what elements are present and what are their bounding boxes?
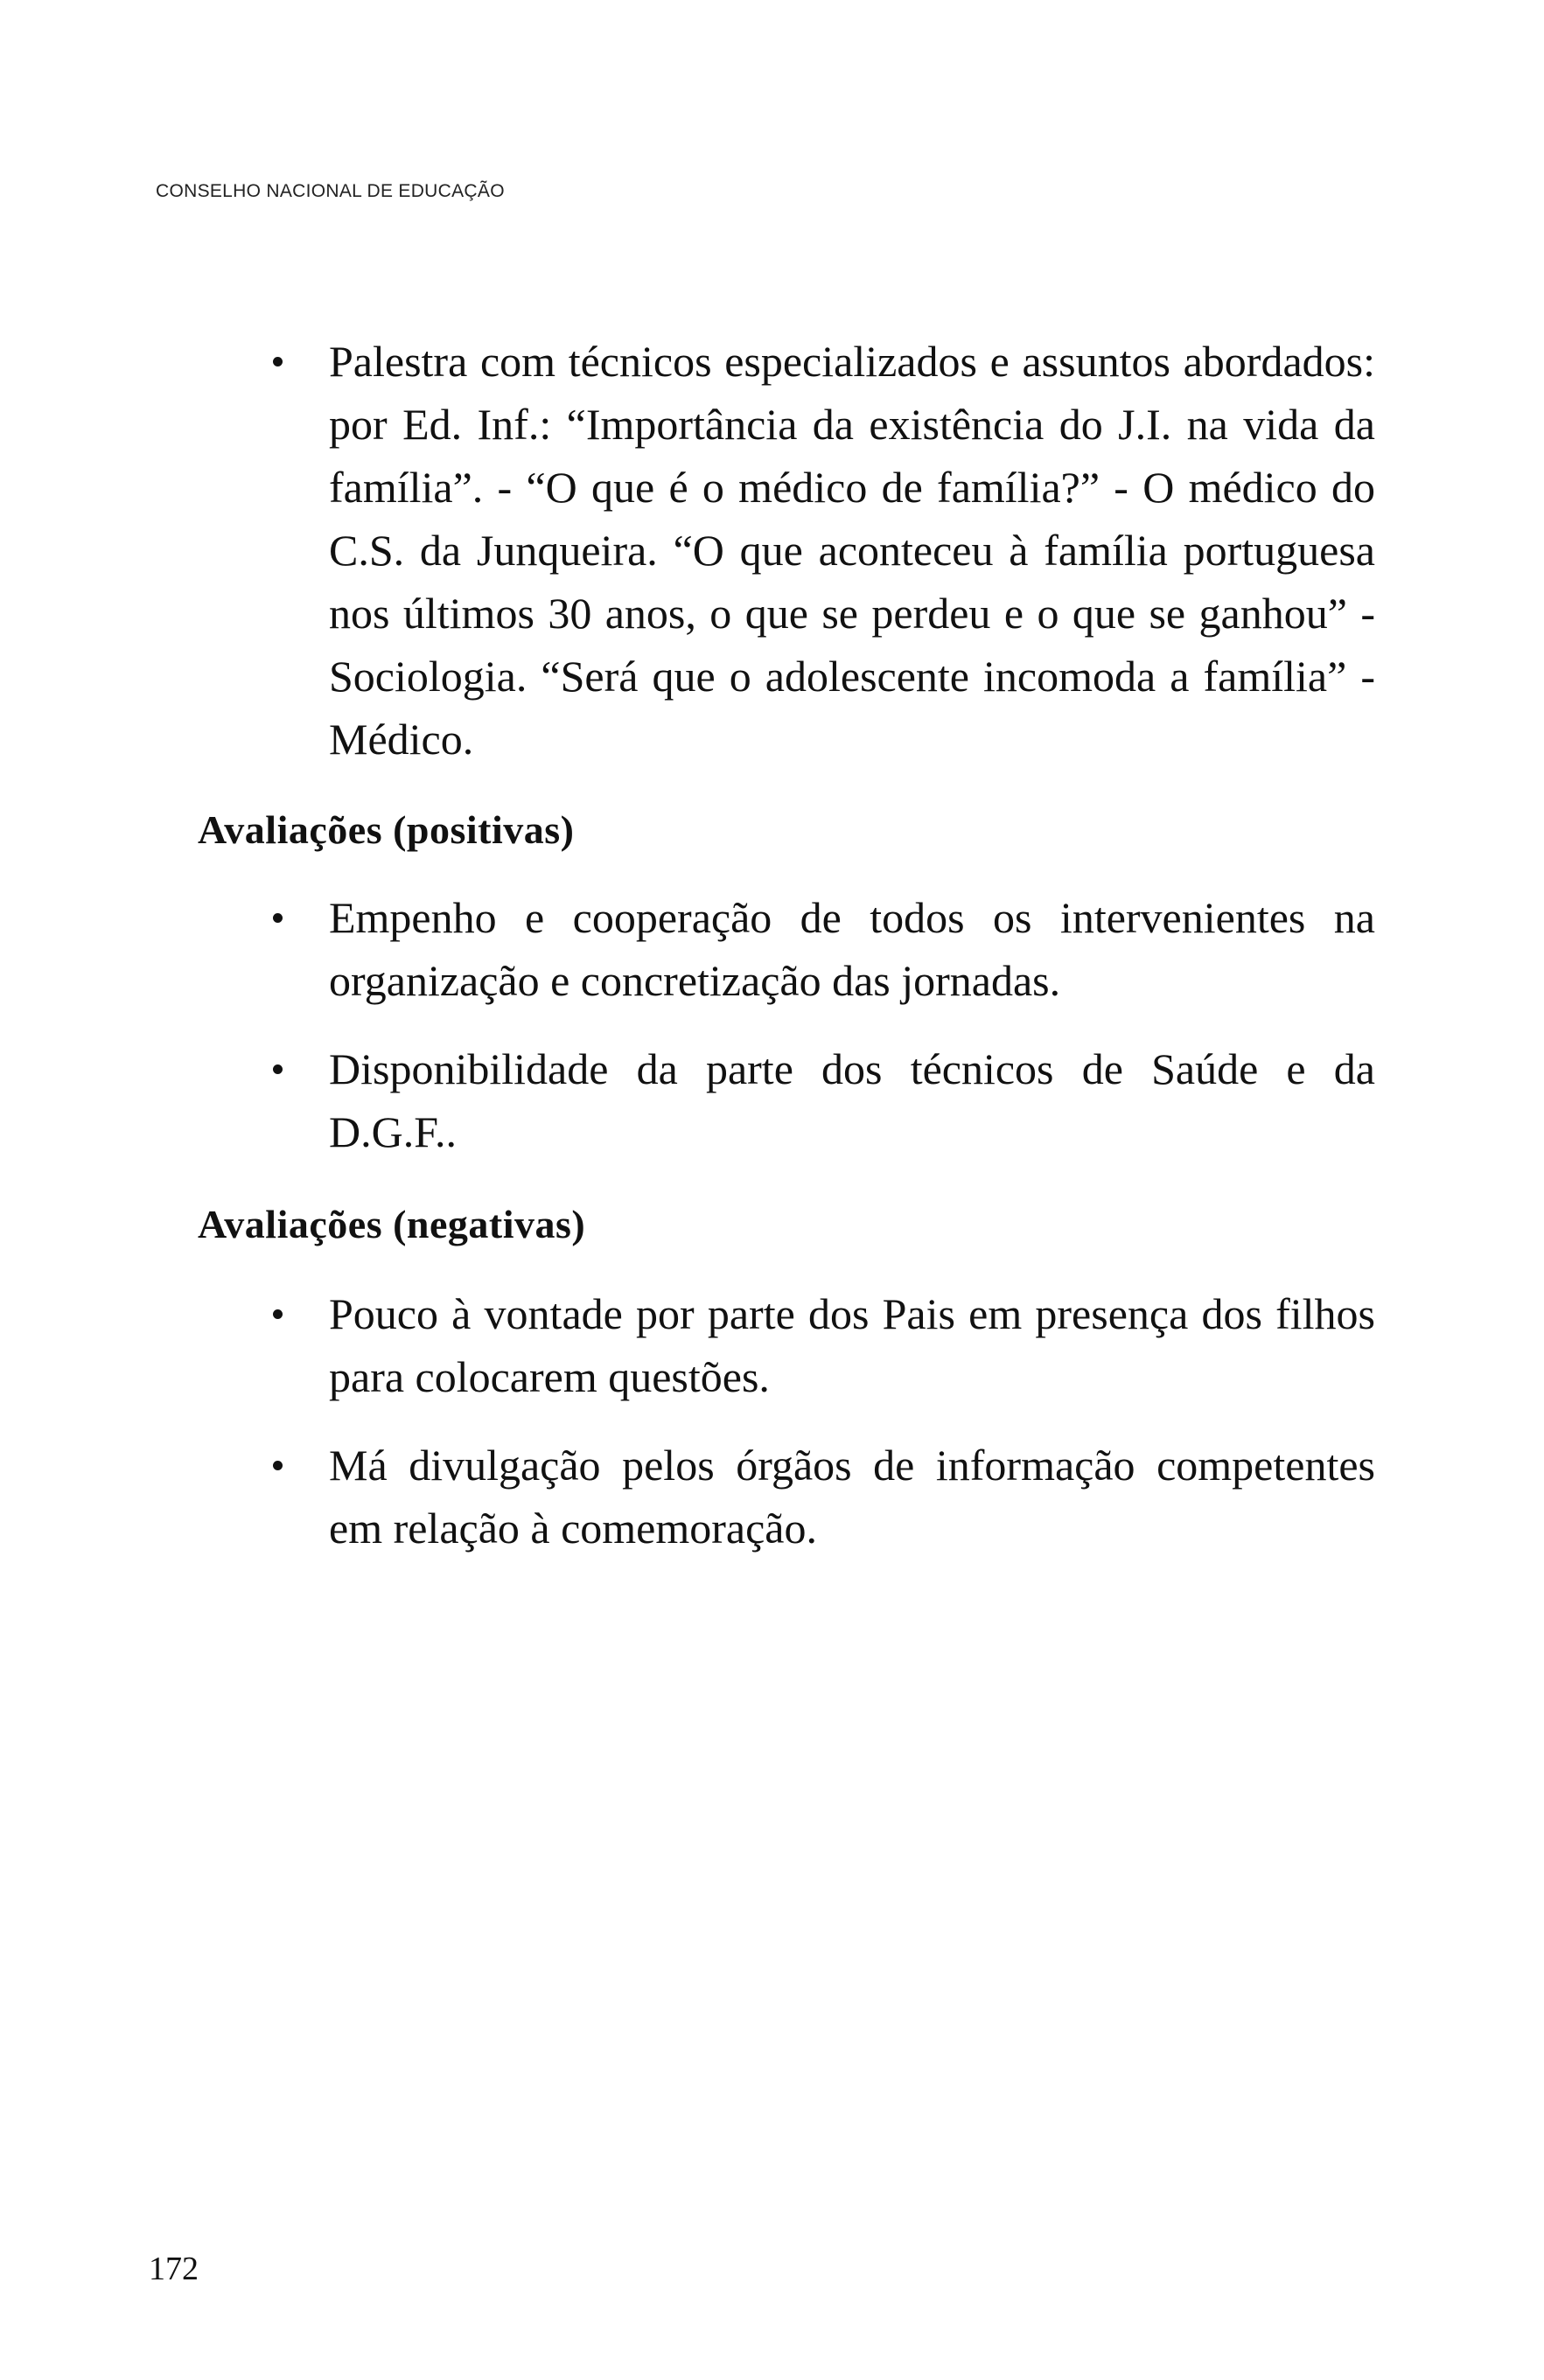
bullet-icon xyxy=(273,913,283,923)
intro-bullet-list xyxy=(198,330,1375,771)
list-item xyxy=(198,1037,1375,1163)
list-item-text: Pouco à vontade por parte dos Pais em presença dos filhos para colocarem questões. xyxy=(329,1289,1375,1401)
bullet-icon xyxy=(273,1064,283,1074)
positive-evaluations-heading: Avaliações (positivas) xyxy=(198,807,575,852)
list-item-text: Palestra com técnicos especializados e assuntos abordados: por Ed. Inf.: “Importância da existência do J.I. na vida da família”. - “O que é o médico de família?” - O médico do C.S. da Junqueira. “O que aconteceu à família portuguesa nos últimos 30 anos, o que se perdeu e o que se ganhou” - Sociologia. “Será que o adolescente incomoda a família” - Médico. xyxy=(329,337,1375,764)
negative-evaluations-heading: Avaliações (negativas) xyxy=(198,1202,586,1246)
bullet-icon xyxy=(273,357,283,366)
list-item-text: Disponibilidade da parte dos técnicos de Saúde e da D.G.F.. xyxy=(329,1044,1375,1156)
list-item xyxy=(198,1434,1375,1560)
list-item xyxy=(198,1282,1375,1408)
list-item xyxy=(198,330,1375,771)
bullet-icon xyxy=(273,1309,283,1319)
running-header: CONSELHO NACIONAL DE EDUCAÇÃO xyxy=(156,181,505,201)
page-body xyxy=(198,330,1375,1560)
bullet-icon xyxy=(273,1461,283,1470)
negative-evaluations-list xyxy=(198,1282,1375,1560)
page-number: 172 xyxy=(149,2251,199,2287)
list-item xyxy=(198,886,1375,1012)
list-item-text: Má divulgação pelos órgãos de informação competentes em relação à comemoração. xyxy=(329,1441,1375,1553)
positive-evaluations-list xyxy=(198,886,1375,1163)
list-item-text: Empenho e cooperação de todos os intervenientes na organização e concretização das jornadas. xyxy=(329,893,1375,1005)
